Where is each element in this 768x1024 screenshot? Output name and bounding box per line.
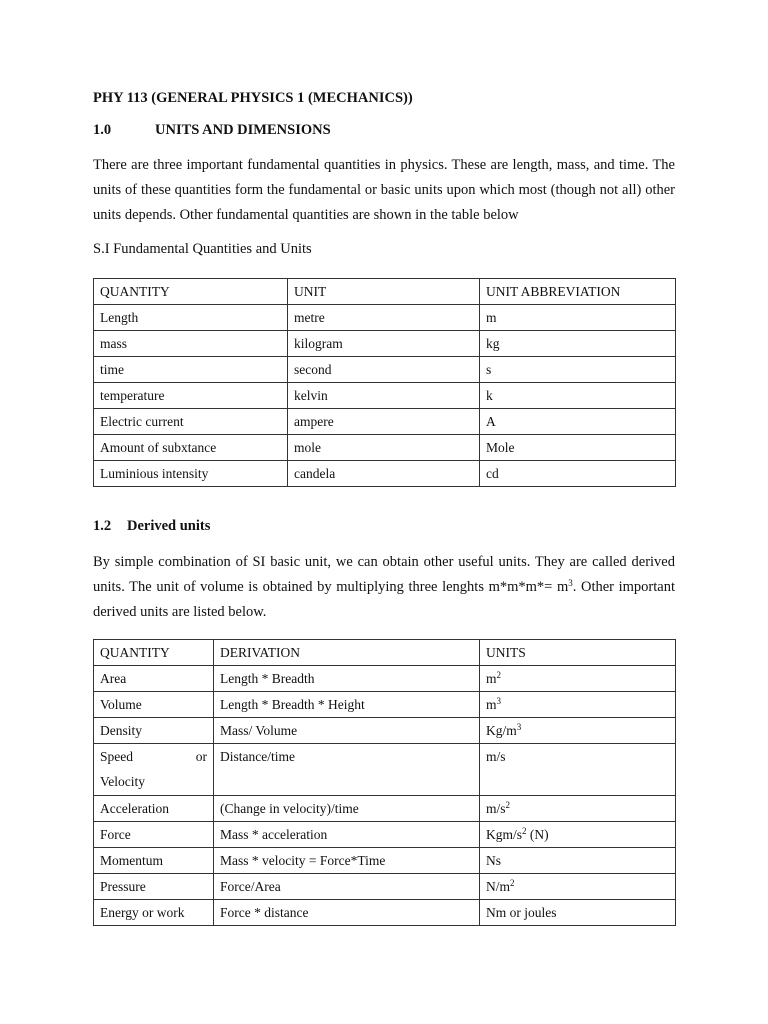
table-cell: Volume <box>94 692 214 718</box>
header-cell: QUANTITY <box>94 279 288 305</box>
table-cell: k <box>480 383 676 409</box>
header-cell: UNIT <box>288 279 480 305</box>
section-2-number: 1.2 <box>93 518 112 534</box>
table-cell: Luminious intensity <box>94 461 288 487</box>
table-cell: temperature <box>94 383 288 409</box>
table-cell: Distance/time <box>214 744 480 796</box>
section-2-paragraph <box>93 550 675 625</box>
table-row <box>94 461 676 487</box>
superscript: 2 <box>505 800 511 810</box>
quantity-text: or <box>195 749 207 764</box>
table-cell: candela <box>288 461 480 487</box>
table-header-row <box>94 279 676 305</box>
table-cell: Force * distance <box>214 900 480 926</box>
section-1-paragraph: There are three important fundamental quantities in physics. These are length, mass, and time. The units of these quantities form the fundamental or basic units upon which most (though not all) other units depends. Other fundamental quantities are shown in the table below <box>93 157 675 223</box>
table-cell: ampere <box>288 409 480 435</box>
table-cell: s <box>480 357 676 383</box>
table-cell <box>480 874 676 900</box>
table-row <box>94 383 676 409</box>
table-cell: mass <box>94 331 288 357</box>
course-title: PHY 113 (GENERAL PHYSICS 1 (MECHANICS)) <box>93 90 413 106</box>
table-cell: Mass/ Volume <box>214 718 480 744</box>
table-cell <box>480 666 676 692</box>
table-row <box>94 796 676 822</box>
table-cell: kelvin <box>288 383 480 409</box>
header-cell: DERIVATION <box>214 640 480 666</box>
table-cell: Electric current <box>94 409 288 435</box>
table-cell: Density <box>94 718 214 744</box>
table-cell <box>480 796 676 822</box>
speed-line <box>100 747 207 766</box>
table-row <box>94 435 676 461</box>
superscript: 2 <box>522 826 527 836</box>
table-row <box>94 409 676 435</box>
table-cell: Ns <box>480 848 676 874</box>
table-cell: metre <box>288 305 480 331</box>
unit-text: m <box>486 697 497 712</box>
table-cell: Area <box>94 666 214 692</box>
paragraph-text: . Other important derived units are listed below. <box>93 579 675 620</box>
table-cell <box>480 718 676 744</box>
table-cell: Length * Breadth * Height <box>214 692 480 718</box>
table-cell: kilogram <box>288 331 480 357</box>
unit-text: Kg/m <box>486 723 517 738</box>
superscript: 3 <box>516 722 522 732</box>
table-cell: (Change in velocity)/time <box>214 796 480 822</box>
table-cell: Length * Breadth <box>214 666 480 692</box>
superscript: 3 <box>496 696 502 706</box>
table-cell: kg <box>480 331 676 357</box>
table-cell: Mass * acceleration <box>214 822 480 848</box>
section-1-title: UNITS AND DIMENSIONS <box>155 122 331 138</box>
table-cell <box>480 822 676 848</box>
unit-text: Kgm/s <box>486 827 523 842</box>
table-header-row <box>94 640 676 666</box>
section-1-number: 1.0 <box>93 122 112 138</box>
header-cell: UNITS <box>480 640 676 666</box>
table-row <box>94 331 676 357</box>
table-row <box>94 718 676 744</box>
table-cell: Pressure <box>94 874 214 900</box>
quantity-text: Velocity <box>100 774 145 789</box>
table-cell: A <box>480 409 676 435</box>
table-row <box>94 822 676 848</box>
unit-text: m <box>486 671 497 686</box>
table-1-caption: S.I Fundamental Quantities and Units <box>93 241 312 257</box>
table-cell <box>480 692 676 718</box>
table-cell: Momentum <box>94 848 214 874</box>
fundamental-quantities-table <box>93 278 676 487</box>
header-cell: QUANTITY <box>94 640 214 666</box>
unit-text: m/s <box>486 801 506 816</box>
unit-suffix: (N) <box>526 827 549 842</box>
table-cell: m <box>480 305 676 331</box>
derived-units-table <box>93 639 676 926</box>
table-cell <box>94 744 214 796</box>
header-cell: UNIT ABBREVIATION <box>480 279 676 305</box>
table-cell: Force/Area <box>214 874 480 900</box>
table-cell: Acceleration <box>94 796 214 822</box>
table-cell: Energy or work <box>94 900 214 926</box>
table-cell: Amount of subxtance <box>94 435 288 461</box>
table-row <box>94 305 676 331</box>
table-row <box>94 666 676 692</box>
table-row <box>94 848 676 874</box>
table-row <box>94 744 676 796</box>
table-row <box>94 900 676 926</box>
table-cell: Force <box>94 822 214 848</box>
unit-text: N/m <box>486 879 511 894</box>
table-cell: Mass * velocity = Force*Time <box>214 848 480 874</box>
section-2-title: Derived units <box>127 518 211 534</box>
table-cell: m/s <box>480 744 676 796</box>
table-cell: Nm or joules <box>480 900 676 926</box>
table-cell: time <box>94 357 288 383</box>
table-cell: second <box>288 357 480 383</box>
table-cell: mole <box>288 435 480 461</box>
table-row <box>94 357 676 383</box>
table-row <box>94 874 676 900</box>
superscript: 3 <box>568 578 573 588</box>
table-cell: Length <box>94 305 288 331</box>
paragraph-text: By simple combination of SI basic unit, we can obtain other useful units. They are called derived units. The unit of volume is obtained by multiplying three lenghts m*m*m*= m <box>93 554 675 595</box>
table-cell: Mole <box>480 435 676 461</box>
table-cell: cd <box>480 461 676 487</box>
table-row <box>94 692 676 718</box>
quantity-text: Speed <box>100 749 133 764</box>
superscript: 2 <box>510 878 515 888</box>
superscript: 2 <box>496 670 502 680</box>
